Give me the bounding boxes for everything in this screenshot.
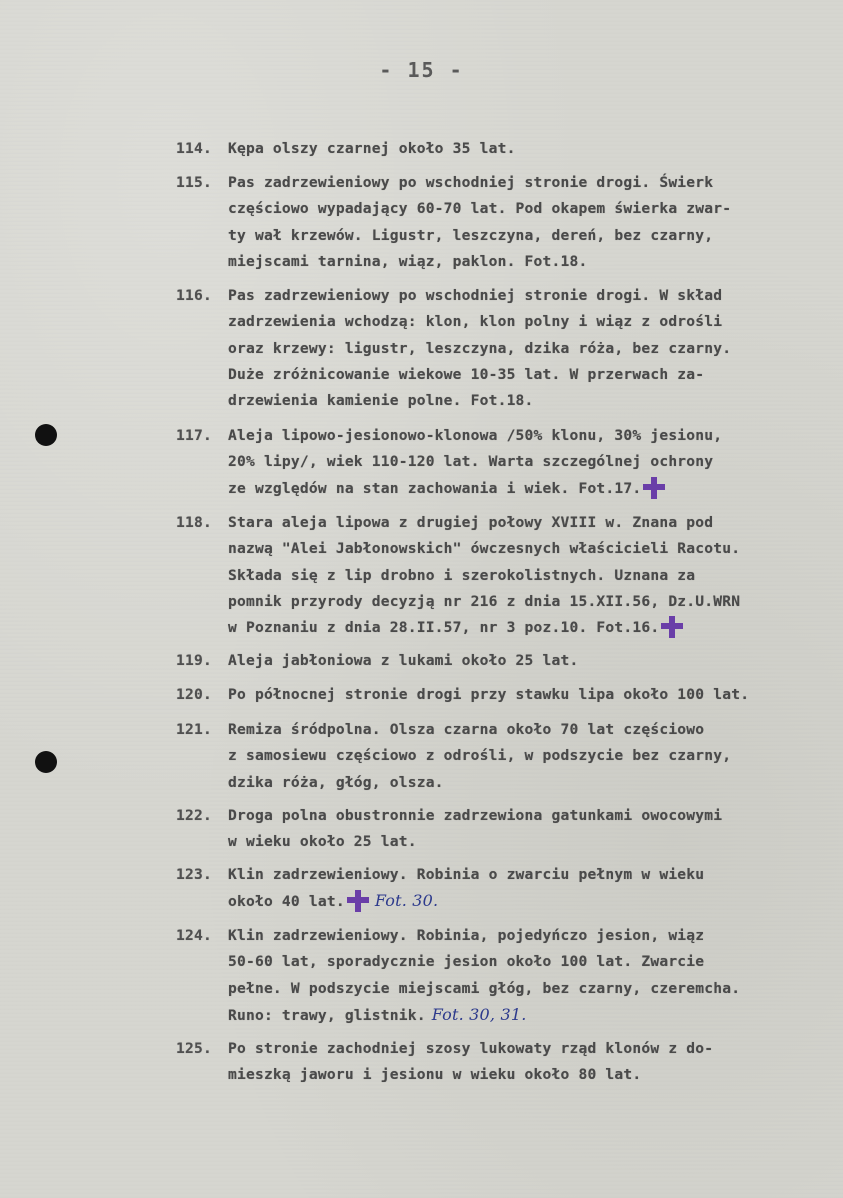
entry-116 xyxy=(176,283,836,414)
entry-text-line: Stara aleja lipowa z drugiej połowy XVIII w. Znana pod xyxy=(228,514,714,531)
purple-cross-mark-icon xyxy=(347,890,369,912)
entry-number: 123. xyxy=(176,866,212,883)
entry-number: 124. xyxy=(176,927,212,944)
entry-121 xyxy=(176,717,836,796)
entry-number: 120. xyxy=(176,686,212,703)
entry-124 xyxy=(176,923,836,1029)
handwritten-photo-note: Fot. 30, 31. xyxy=(431,1004,527,1024)
entry-118 xyxy=(176,510,836,641)
entry-122 xyxy=(176,803,836,856)
entry-number: 117. xyxy=(176,427,212,444)
entry-text-line: mieszką jaworu i jesionu w wieku około 80 lat. xyxy=(228,1066,642,1084)
purple-cross-mark-icon xyxy=(661,616,683,638)
entry-number: 115. xyxy=(176,174,212,191)
entry-117 xyxy=(176,423,836,502)
entry-text-line: w Poznaniu z dnia 28.II.57, nr 3 poz.10. Fot.16. xyxy=(228,619,660,637)
entry-text-line: Aleja jabłoniowa z lukami około 25 lat. xyxy=(228,652,579,669)
punch-hole-lower xyxy=(35,751,57,773)
entry-text-line: Kępa olszy czarnej około 35 lat. xyxy=(228,140,516,157)
punch-hole-upper xyxy=(35,424,57,446)
entry-text-line: miejscami tarnina, wiąz, paklon. Fot.18. xyxy=(228,252,588,270)
entry-text-line: ze względów na stan zachowania i wiek. Fot.17. xyxy=(228,479,642,497)
entry-text-line: oraz krzewy: ligustr, leszczyna, dzika róża, bez czarny. xyxy=(228,339,732,357)
handwritten-photo-note: Fot. 30. xyxy=(374,891,439,911)
entry-text-line: Po stronie zachodniej szosy lukowaty rząd klonów z do- xyxy=(228,1040,714,1057)
entry-number: 116. xyxy=(176,287,212,304)
entry-123 xyxy=(176,862,836,916)
entry-number: 118. xyxy=(176,514,212,531)
entry-text-line: Aleja lipowo-jesionowo-klonowa /50% klonu, 30% jesionu, xyxy=(228,427,723,444)
page-number: - 15 - xyxy=(379,58,464,82)
entry-text-line: 20% lipy/, wiek 110-120 lat. Warta szczególnej ochrony xyxy=(228,453,714,471)
entry-text-line: Runo: trawy, glistnik. xyxy=(228,1006,426,1024)
entry-number: 125. xyxy=(176,1040,212,1057)
entry-text-line: Klin zadrzewieniowy. Robinia o zwarciu pełnym w wieku xyxy=(228,866,705,883)
entry-text-line: Pas zadrzewieniowy po wschodniej stronie drogi. W skład xyxy=(228,287,723,304)
entry-115 xyxy=(176,170,836,275)
entry-text-line: około 40 lat. xyxy=(228,893,345,911)
entry-text-line: ty wał krzewów. Ligustr, leszczyna, dereń, bez czarny, xyxy=(228,226,714,244)
entry-number: 121. xyxy=(176,721,212,738)
entry-text-line: nazwą "Alei Jabłonowskich" ówczesnych właścicieli Racotu. xyxy=(228,540,741,558)
entry-number: 114. xyxy=(176,140,212,157)
entry-text-line: Po północnej stronie drogi przy stawku lipa około 100 lat. xyxy=(228,686,750,703)
entry-114 xyxy=(176,136,836,162)
entry-text-line: pomnik przyrody decyzją nr 216 z dnia 15.XII.56, Dz.U.WRN xyxy=(228,592,741,610)
entry-120 xyxy=(176,682,836,708)
entry-text-line: dzika róża, głóg, olsza. xyxy=(228,773,444,791)
entry-text-line: 50-60 lat, sporadycznie jesion około 100 lat. Zwarcie xyxy=(228,953,705,971)
entry-text-line: Remiza śródpolna. Olsza czarna około 70 lat częściowo xyxy=(228,721,705,738)
entry-text-line: częściowo wypadający 60-70 lat. Pod okapem świerka zwar- xyxy=(228,200,732,218)
entry-text-line: Składa się z lip drobno i szerokolistnych. Uznana za xyxy=(228,566,696,584)
entry-text-line: Duże zróżnicowanie wiekowe 10-35 lat. W przerwach za- xyxy=(228,365,705,383)
entry-text-line: drzewienia kamienie polne. Fot.18. xyxy=(228,392,534,410)
entry-text-line: Pas zadrzewieniowy po wschodniej stronie drogi. Świerk xyxy=(228,174,714,191)
entry-text-line: zadrzewienia wchodzą: klon, klon polny i wiąz z odrośli xyxy=(228,313,723,331)
entry-text-line: z samosiewu częściowo z odrośli, w podszycie bez czarny, xyxy=(228,747,732,765)
entry-text-line: Klin zadrzewieniowy. Robinia, pojedyńczo jesion, wiąz xyxy=(228,927,705,944)
entry-text-line: Droga polna obustronnie zadrzewiona gatunkami owocowymi xyxy=(228,807,723,824)
entry-text-line: w wieku około 25 lat. xyxy=(228,833,417,851)
purple-cross-mark-icon xyxy=(643,477,665,499)
entry-119 xyxy=(176,648,836,674)
entry-text-line: pełne. W podszycie miejscami głóg, bez czarny, czeremcha. xyxy=(228,979,741,997)
entry-125 xyxy=(176,1036,836,1089)
entry-number: 119. xyxy=(176,652,212,669)
entry-number: 122. xyxy=(176,807,212,824)
